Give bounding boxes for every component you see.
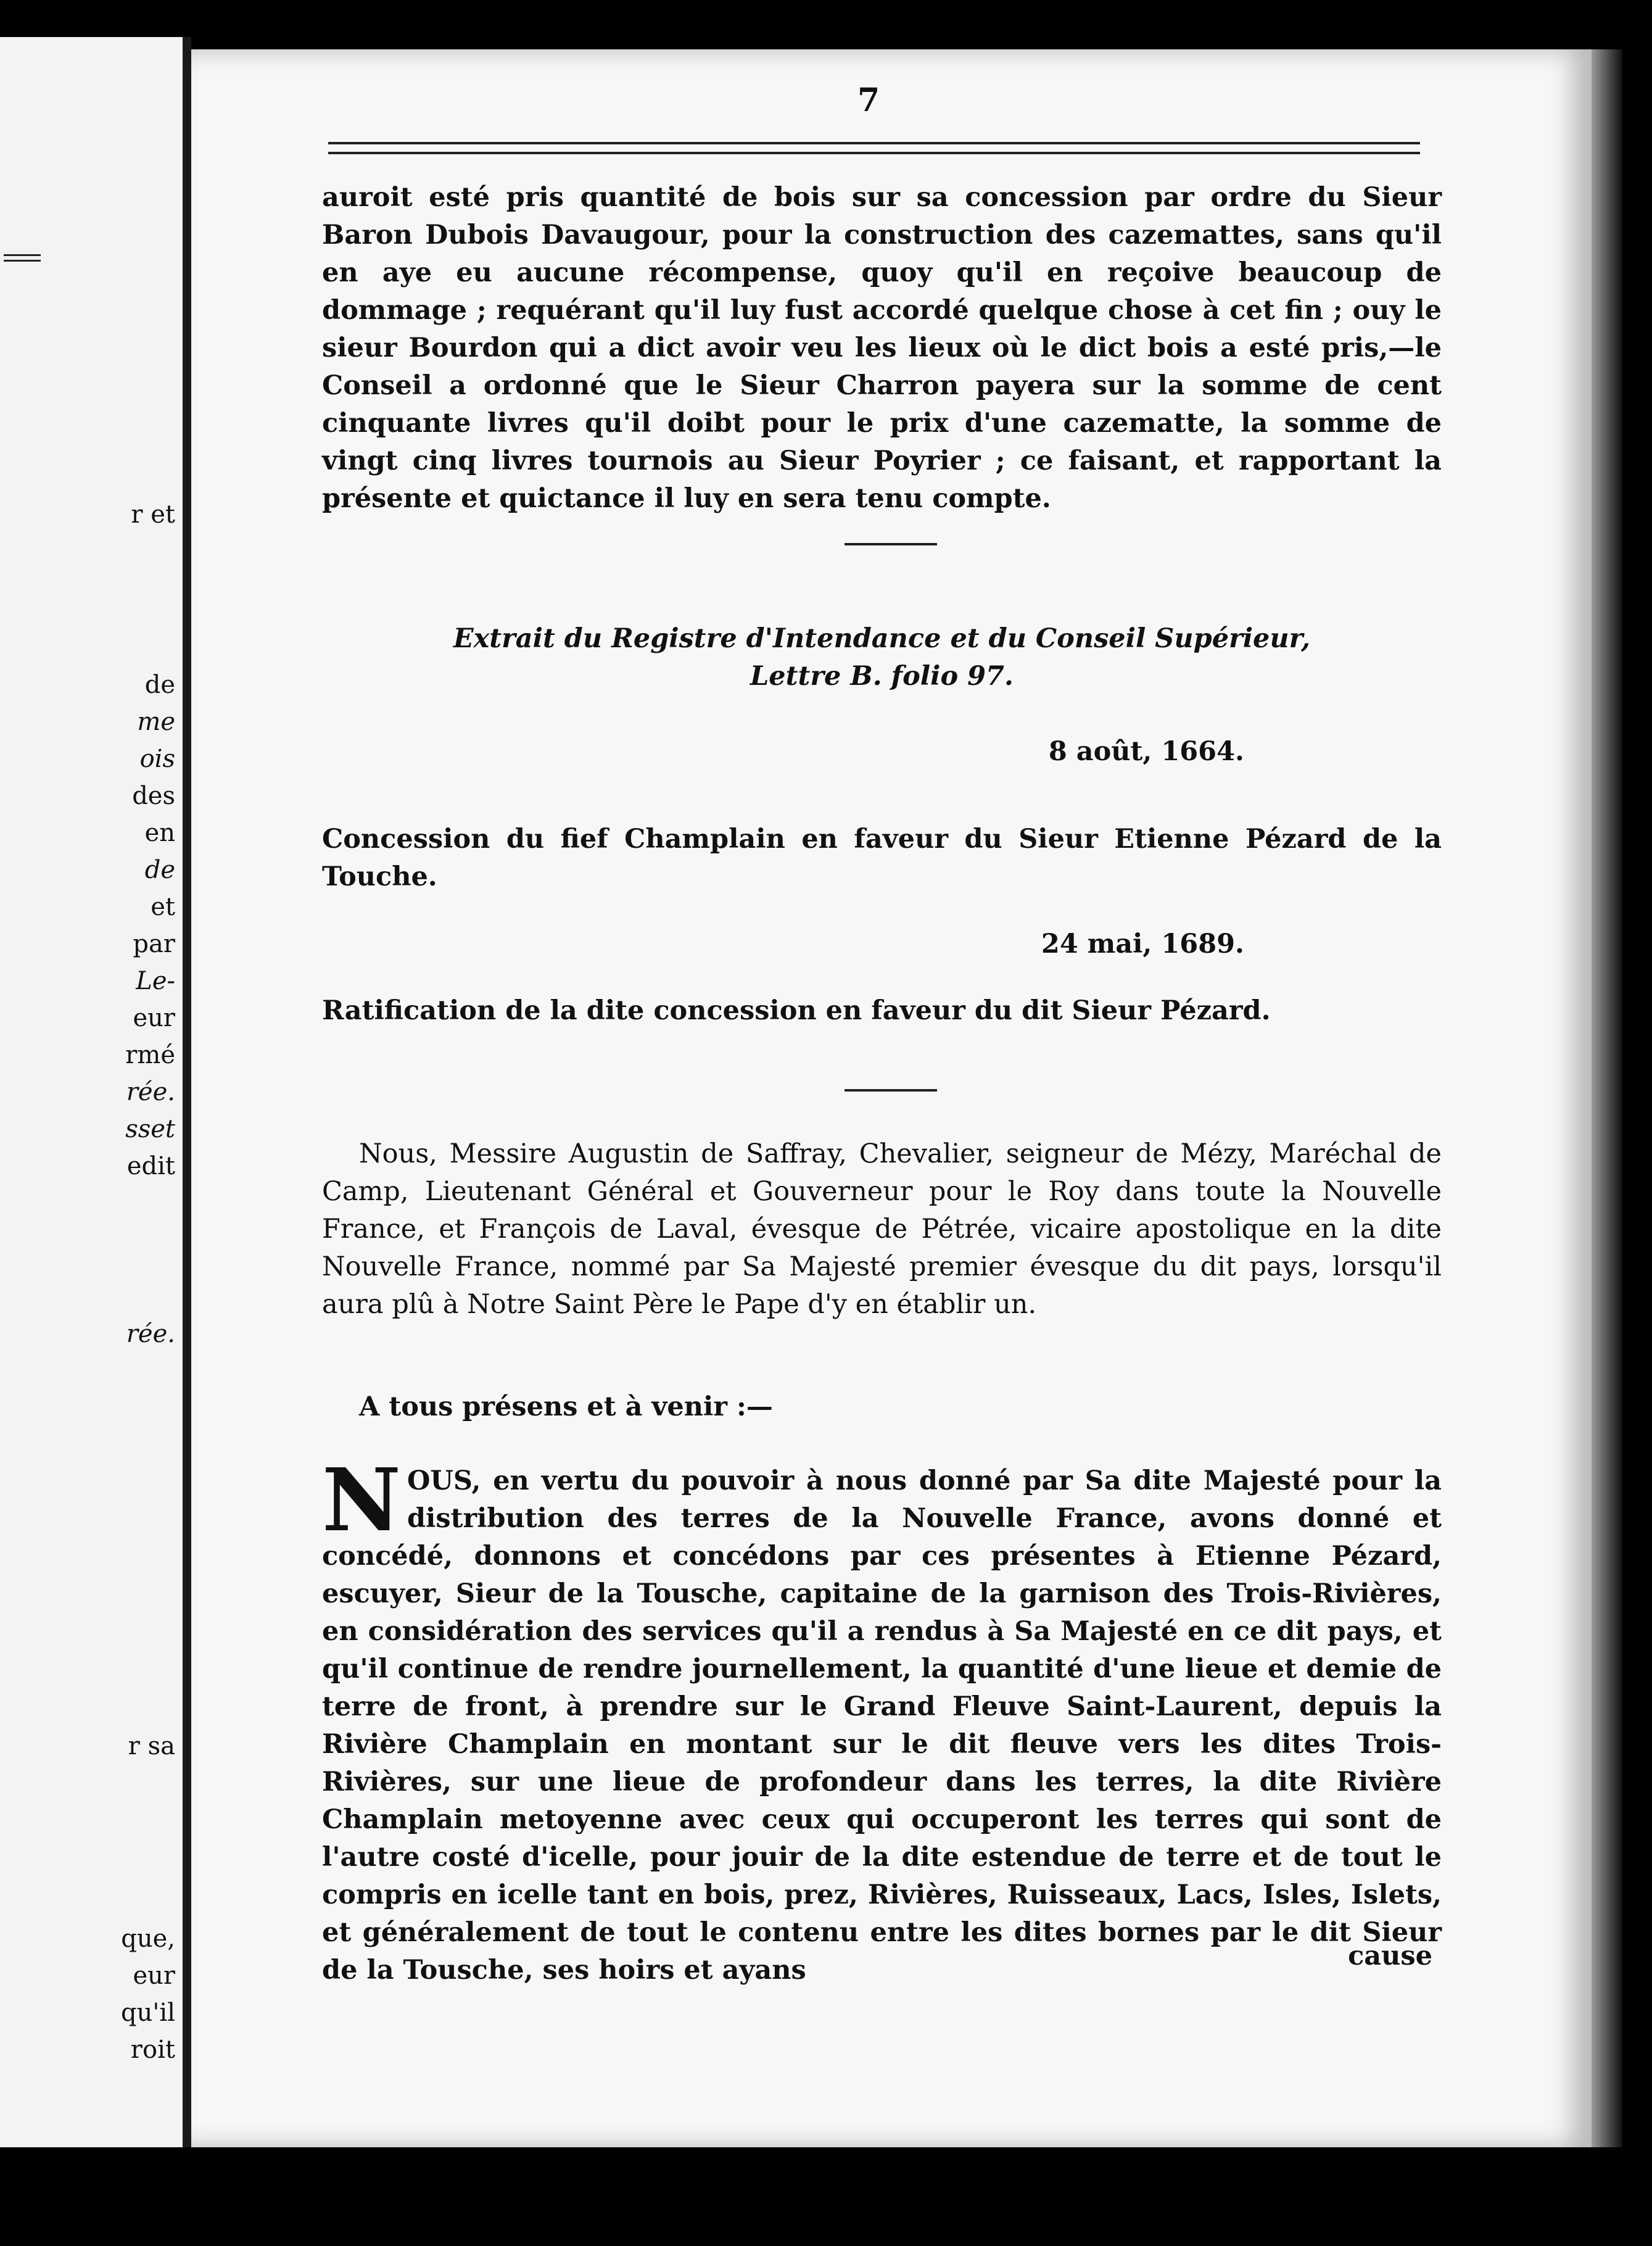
decree-body-text: OUS, en vertu du pouvoir à nous donné par Sa dite Majesté pour la distribution des terres de la Nouvelle France, avons donné et concédé, donnons et concédons par ces présentes à Etienne Pézard, escuyer, Sieur de la Tousche, capitaine de la garnison des Trois-Rivières, en considération des services qu'il a rendus à Sa Majesté en ce dit pays, et qu'il continue de rendre journellement, la quantité d'une lieue et demie de terre de front, à prendre sur le Grand Fleuve Saint-Laurent, depuis la Rivière Champlain en montant sur le dit fleuve vers les dites Trois-Rivières, sur une lieue de profondeur dans les terres, la dite Rivière Champlain metoyenne avec ceux qui occuperont les terres qui sont de l'autre costé d'icelle, pour jouir de la dite estendue de terre et de tout le compris en icelle tant en bois, prez, Rivières, Ruisseaux, Lacs, Isles, Islets, et généralement de tout le contenu entre les dites bornes par le dit Sieur de la Tousche, ses hoirs et ayans [322,1465,1442,1986]
page-number: 7 [857,81,880,119]
margin-fragment: en [144,819,175,847]
book-gutter [183,37,191,2147]
divider [4,254,41,262]
date-1689: 24 mai, 1689. [1041,929,1244,959]
margin-fragment: sset [125,1115,175,1143]
margin-fragment: rmé [125,1041,175,1069]
margin-fragment: des [132,782,175,810]
margin-fragment: et [151,893,175,921]
header-rule [328,142,1420,154]
margin-fragment: rée. [126,1320,175,1348]
decree-preamble: Nous, Messire Augustin de Saffray, Chevalier, seigneur de Mézy, Maréchal de Camp, Lieutenant Général et Gouverneur pour le Roy dans toute la Nouvelle France, et François de Laval, évesque de Pétrée, vicaire apostolique en la dite Nouvelle France, nommé par Sa Majesté premier évesque du dit pays, lorsqu'il aura plû à Notre Saint Père le Pape d'y en établir un. [322,1138,1442,1320]
margin-fragment: r sa [128,1732,175,1760]
decree-body [322,1450,1442,1989]
margin-fragment: par [133,930,175,958]
extract-line-2: Lettre B. folio 97. [750,661,1014,692]
paragraph-continuation: auroit esté pris quantité de bois sur sa concession par ordre du Sieur Baron Dubois Davaugour, pour la construction des cazemattes, sans qu'il en aye eu aucune récompense, quoy qu'il en reçoive beaucoup de dommage ; requérant qu'il luy fust accordé quelque chose à cet fin ; ouy le sieur Bourdon qui a dict avoir veu les lieux où le dict bois a esté pris,—le Conseil a ordonné que le Sieur Charron payera sur la somme de cent cinquante livres qu'il doibt pour le prix d'une cazematte, la somme de vingt cinq livres tournois au Sieur Poyrier ; ce faisant, et rapportant la présente et quictance il luy en sera tenu compte. [322,182,1442,514]
extract-line-1: Extrait du Registre d'Intendance et du Conseil Supérieur, [453,623,1311,654]
margin-fragment: ois [139,745,175,773]
margin-fragment: de [144,671,175,699]
catchword: cause [1348,1941,1432,1971]
extract-heading [322,620,1442,695]
margin-fragment: me [137,708,175,736]
greeting-line: A tous présens et à venir :— [359,1391,773,1422]
margin-fragment: r et [131,500,175,529]
previous-page-fragment [0,37,186,2147]
document-page [191,49,1592,2147]
date-1664: 8 août, 1664. [1048,736,1244,767]
margin-fragment: edit [126,1152,175,1180]
margin-fragment: eur [133,1962,175,1990]
page-edge-shadow [1592,49,1622,2147]
margin-fragment: que, [121,1925,175,1953]
margin-fragment: rée. [126,1078,175,1106]
section-divider [845,543,937,545]
section-divider [845,1089,937,1092]
margin-fragment: qu'il [121,1999,175,2027]
drop-cap: N [322,1450,401,1551]
margin-fragment: eur [133,1004,175,1032]
margin-fragment: Le- [136,967,175,995]
margin-fragment: de [144,856,175,884]
ratification-title: Ratification de la dite concession en faveur du dit Sieur Pézard. [322,995,1271,1026]
concession-title: Concession du fief Champlain en faveur du Sieur Etienne Pézard de la Touche. [322,824,1442,892]
margin-fragment: roit [130,2036,175,2064]
